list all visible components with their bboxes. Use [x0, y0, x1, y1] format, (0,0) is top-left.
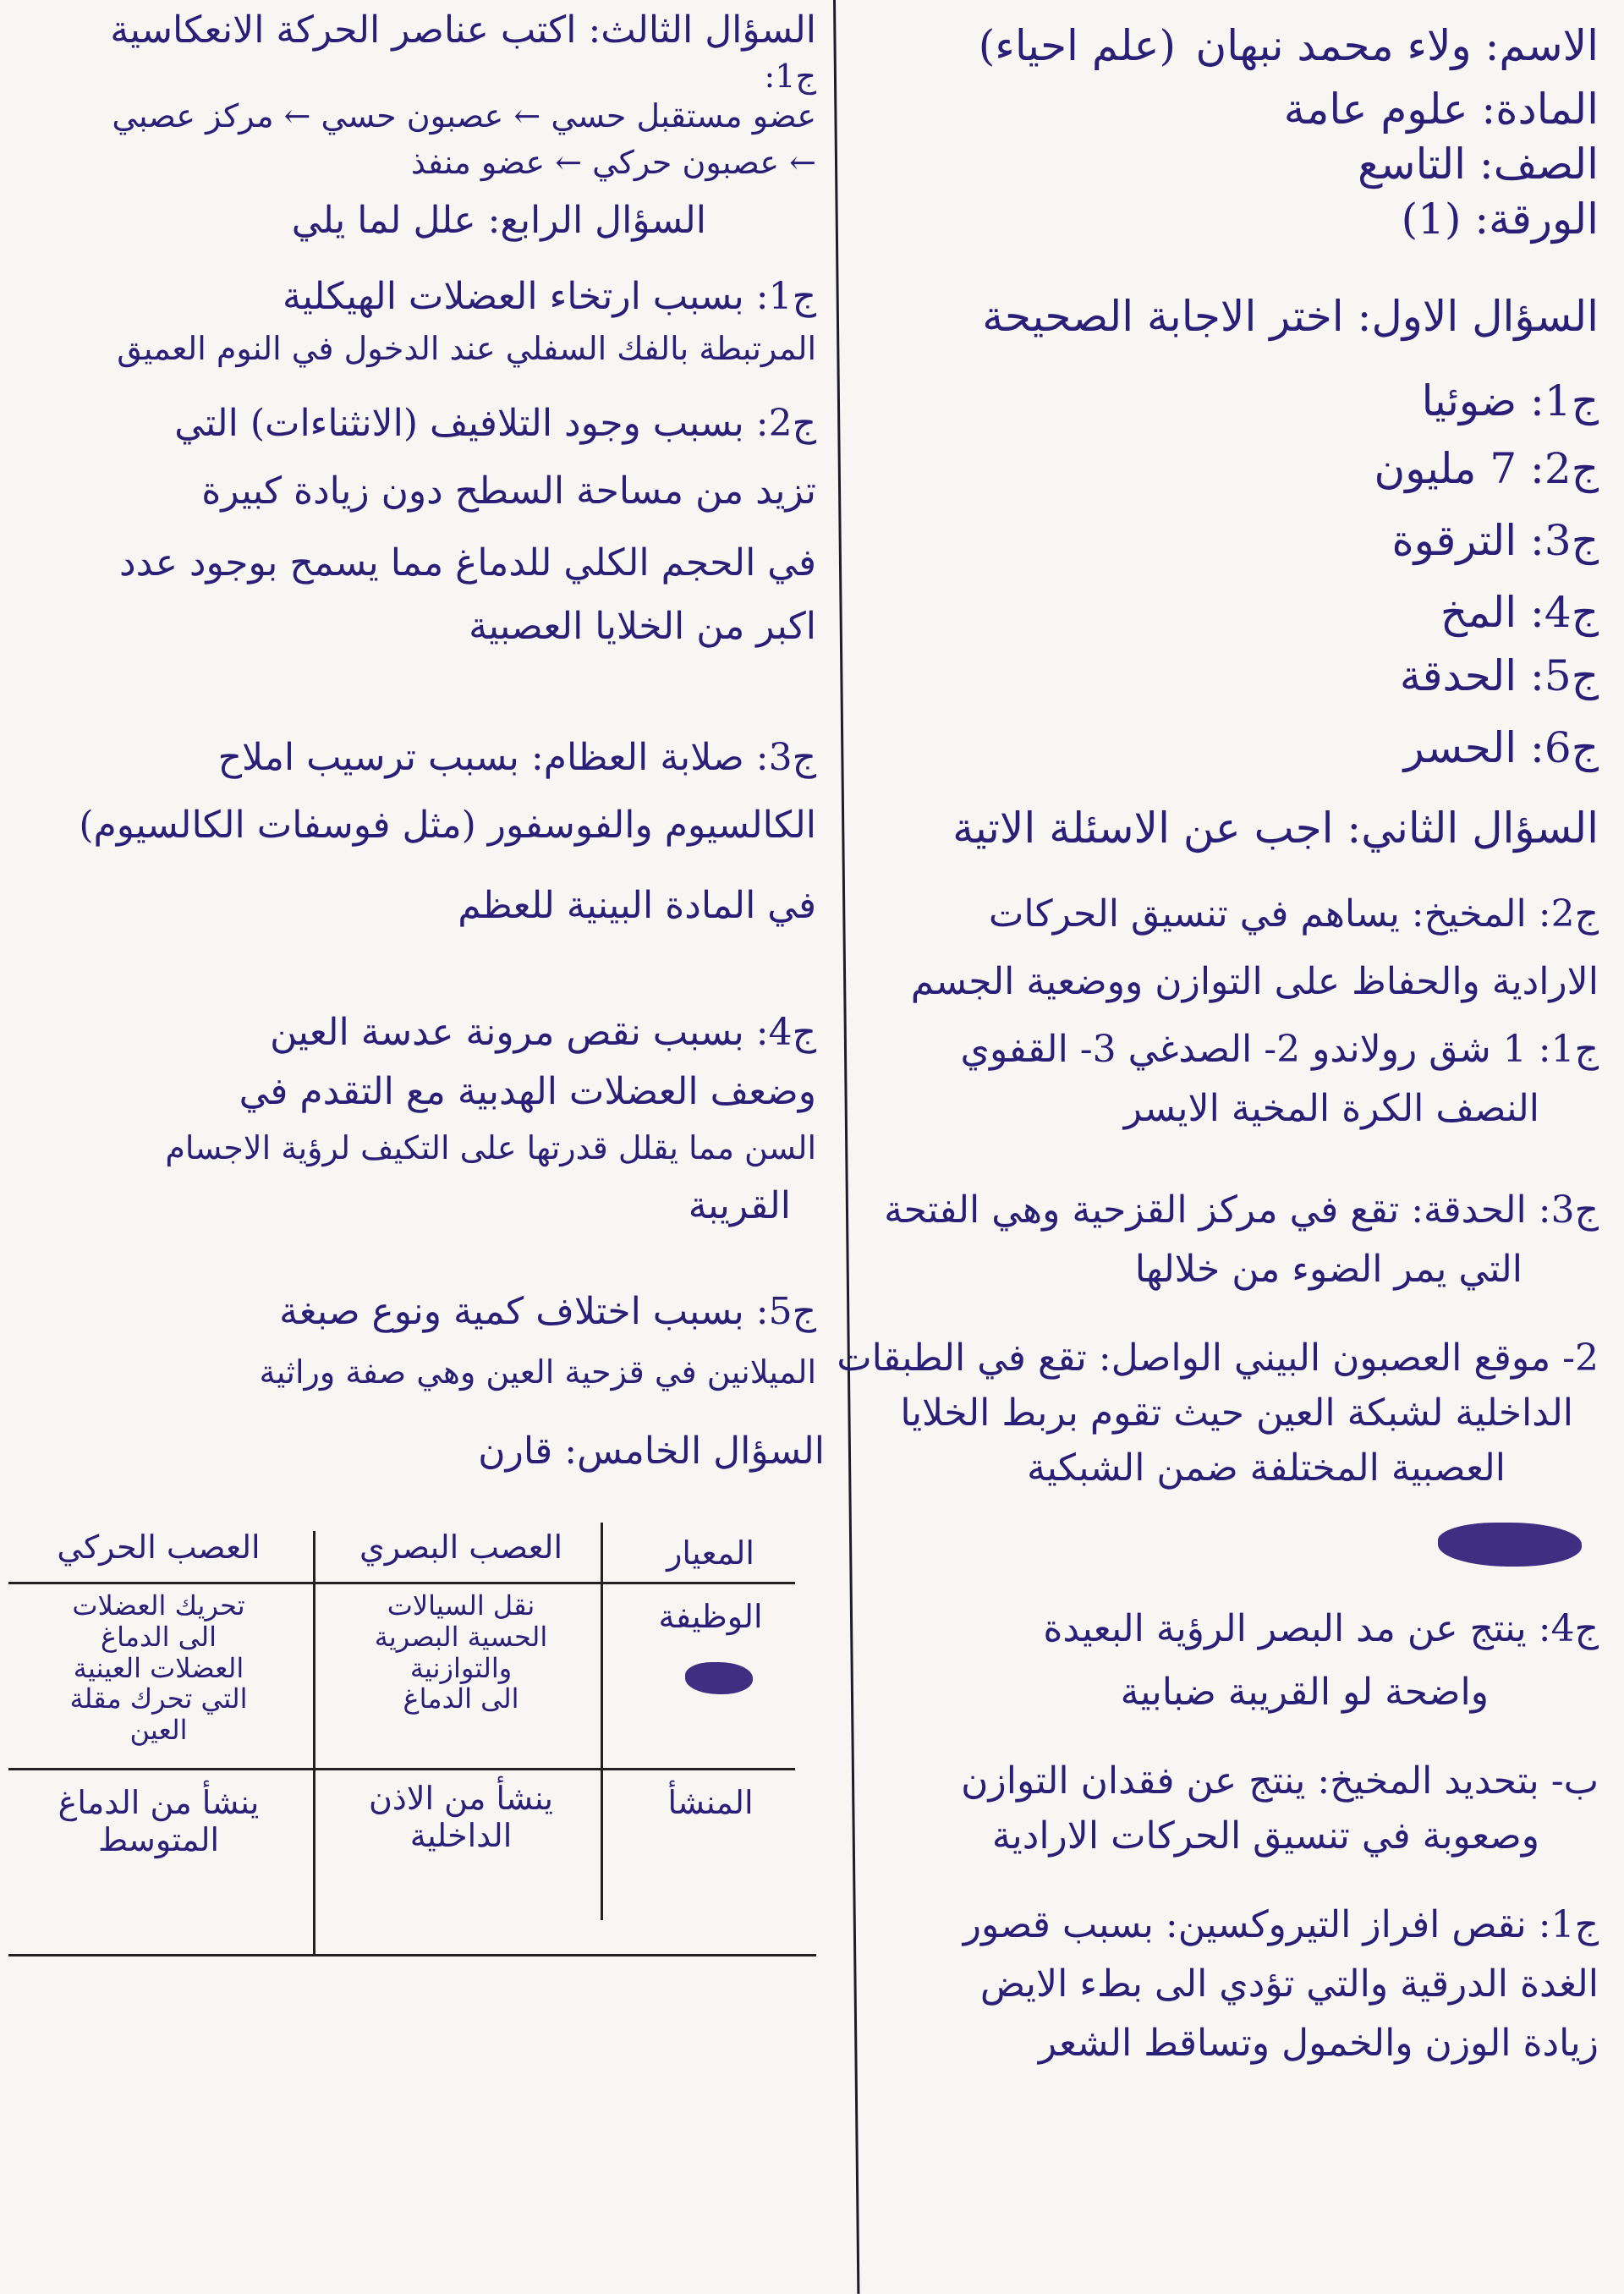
q2-line: ج2: المخيخ: يساهم في تنسيق الحركات [988, 892, 1599, 936]
q3-line: ← عصبون حركي ← عضو منفذ [410, 144, 816, 181]
q4-line: في المادة البينية للعظم [458, 884, 816, 927]
q1-answer-2: ج2: 7 مليون [1374, 444, 1599, 493]
table-row-1-criterion: الوظيفة [658, 1598, 763, 1635]
grade-line: الصف: التاسع [1358, 140, 1599, 189]
q1-answer-4: ج4: المخ [1440, 588, 1599, 637]
q1-answer-6: ج6: الحسر [1403, 723, 1599, 772]
subject-line: المادة: علوم عامة [1283, 85, 1599, 134]
sheet-number: الورقة: (1) [1401, 195, 1599, 244]
subject-tag: (علم احياء) [978, 21, 1176, 70]
q2-line: ج1: 1 شق رولاندو 2- الصدغي 3- القفوي [960, 1028, 1599, 1071]
q2-line: الغدة الدرقية والتي تؤدي الى بطء الايض [979, 1962, 1599, 2006]
q4-line: ج4: بسبب نقص مرونة عدسة العين [270, 1011, 816, 1054]
table-header-criterion: المعيار [667, 1534, 754, 1572]
q4-line: ج2: بسبب وجود التلافيف (الانثناءات) التي [174, 402, 816, 445]
table-row-2-criterion: المنشأ [667, 1784, 754, 1821]
q5-title: السؤال الخامس: قارن [478, 1430, 825, 1473]
q1-answer-5: ج5: الحدقة [1399, 651, 1599, 700]
q2-line: ج3: الحدقة: تقع في مركز القزحية وهي الفتحة [884, 1188, 1599, 1232]
q4-line: الكالسيوم والفوسفور (مثل فوسفات الكالسيوم) [79, 804, 816, 847]
q3-line: عضو مستقبل حسي ← عصبون حسي ← مركز عصبي [112, 97, 816, 134]
q2-line: الارادية والحفاظ على التوازن ووضعية الجسم [910, 960, 1599, 1003]
q4-line: اكبر من الخلايا العصبية [469, 605, 816, 648]
q3-line: ج1: [764, 58, 816, 95]
q4-line: السن مما يقلل قدرتها على التكيف لرؤية الاجسام [165, 1129, 816, 1166]
comparison-table [8, 1523, 816, 1962]
table-row-1-motor: تحريك العضلات الى الدماغ العضلات العينية التي تحرك مقلة العين [69, 1589, 248, 1747]
q4-line: وضعف العضلات الهدبية مع التقدم في [239, 1070, 816, 1113]
q1-title: السؤال الاول: اختر الاجابة الصحيحة [982, 292, 1599, 341]
q1-answer-3: ج3: الترقوة [1391, 516, 1599, 565]
q4-line: ج1: بسبب ارتخاء العضلات الهيكلية [283, 275, 816, 318]
q4-line: القريبة [688, 1184, 791, 1227]
q4-line: ج3: صلابة العظام: بسبب ترسيب املاح [217, 736, 816, 779]
student-name: الاسم: ولاء محمد نبهان [1195, 21, 1599, 70]
q4-line: ج5: بسبب اختلاف كمية ونوع صبغة [279, 1290, 816, 1333]
q2-line: ب- بتحديد المخيخ: ينتج عن فقدان التوازن [961, 1759, 1599, 1803]
q2-line: زيادة الوزن والخمول وتساقط الشعر [1038, 2022, 1599, 2065]
q2-line: العصبية المختلفة ضمن الشبكية [1027, 1446, 1506, 1490]
q2-title: السؤال الثاني: اجب عن الاسئلة الاتية [952, 804, 1599, 853]
q2-line: التي يمر الضوء من خلالها [1134, 1248, 1522, 1291]
q4-line: في الحجم الكلي للدماغ مما يسمح بوجود عدد [119, 541, 816, 584]
crossed-out-scribble [1438, 1523, 1582, 1567]
q2-line: وصعوبة في تنسيق الحركات الارادية [991, 1814, 1539, 1858]
table-row-1-optic: نقل السيالات الحسية البصرية والتوازنية الى الدماغ [374, 1589, 548, 1715]
table-row-2-motor: ينشأ من الدماغ المتوسط [58, 1784, 260, 1858]
q1-answer-1: ج1: ضوئيا [1421, 376, 1599, 425]
table-row-2-optic: ينشأ من الاذن الداخلية [368, 1780, 554, 1854]
q4-line: المرتبطة بالفك السفلي عند الدخول في النوم العميق [117, 330, 816, 367]
q3-title: السؤال الثالث: اكتب عناصر الحركة الانعكاسية [110, 8, 816, 52]
table-header-motor-nerve: العصب الحركي [57, 1528, 261, 1566]
q4-line: تزيد من مساحة السطح دون زيادة كبيرة [201, 469, 816, 513]
table-header-optic-nerve: العصب البصري [359, 1528, 563, 1566]
q2-line: الداخلية لشبكة العين حيث تقوم بربط الخلايا [900, 1391, 1573, 1435]
q2-line: ج4: ينتج عن مد البصر الرؤية البعيدة [1043, 1607, 1599, 1650]
q4-title: السؤال الرابع: علل لما يلي [291, 199, 706, 242]
q2-line: واضحة لو القريبة ضبابية [1120, 1671, 1489, 1714]
q2-line: 2- موقع العصبون البيني الواصل: تقع في الطبقات [837, 1336, 1599, 1380]
crossed-out-scribble [685, 1662, 753, 1694]
right-column [837, 0, 1616, 2294]
q2-line: ج1: نقص افراز التيروكسين: بسبب قصور [963, 1903, 1599, 1946]
q4-line: الميلانين في قزحية العين وهي صفة وراثية [259, 1353, 816, 1391]
q2-line: النصف الكرة المخية الايسر [1123, 1087, 1539, 1130]
